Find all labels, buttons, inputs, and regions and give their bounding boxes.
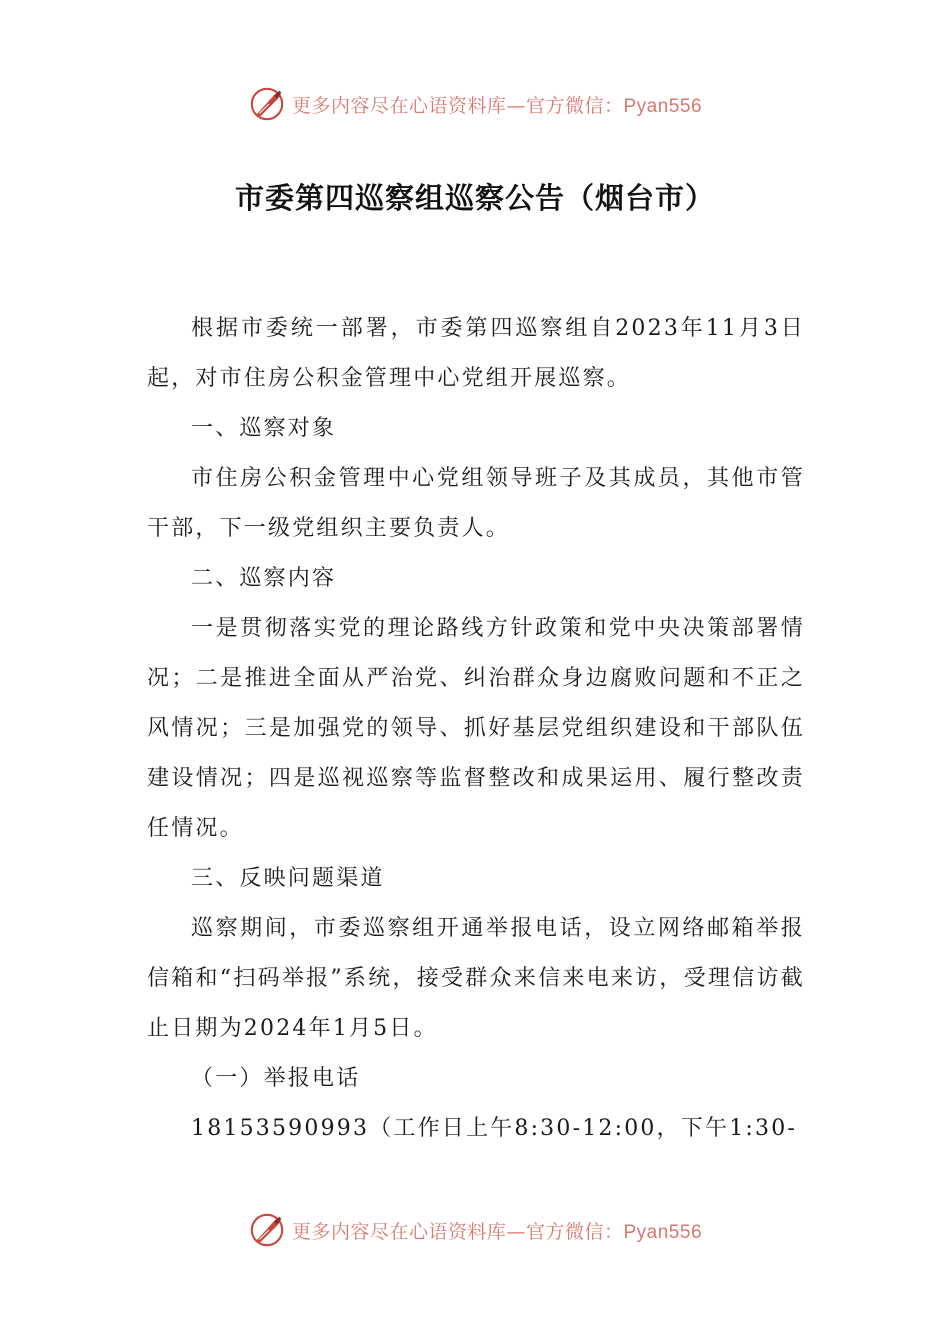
section-heading-2: 二、巡察内容 — [191, 566, 337, 591]
watermark-label: 官方微信： — [525, 94, 624, 117]
watermark-dash: — — [506, 1220, 526, 1243]
paragraph-contents: 一是贯彻落实党的理论路线方针政策和党中央决策部署情况；二是推进全面从严治党、纠治群众身边腐败问题和不正之风情况；三是加强党的领导、抓好基层党组织建设和干部队伍建设情况；四是巡视巡察等监督整改和成果运用、履行整改责任情况。 — [147, 616, 805, 841]
paragraph-channels: 巡察期间，市委巡察组开通举报电话，设立网络邮箱举报信箱和“扫码举报”系统，接受群众来信来电来访，受理信访截止日期为2024年1月5日。 — [147, 916, 805, 1041]
section-heading-1: 一、巡察对象 — [191, 416, 337, 441]
paragraph-targets: 市住房公积金管理中心党组领导班子及其成员，其他市管干部，下一级党组织主要负责人。 — [147, 466, 805, 541]
watermark-id: Pyan556 — [623, 95, 703, 117]
watermark-dash: — — [506, 94, 526, 117]
watermark-site: 更多内容尽在心语资料库 — [291, 1220, 507, 1243]
paragraph-intro: 根据市委统一部署，市委第四巡察组自2023年11月3日起，对市住房公积金管理中心党组开展巡察。 — [147, 316, 805, 391]
watermark-text — [292, 91, 702, 118]
watermark-label: 官方微信： — [525, 1220, 624, 1243]
watermark-id: Pyan556 — [623, 1221, 703, 1243]
pen-nib-logo-icon — [248, 85, 286, 123]
paragraph-phone: 18153590993（工作日上午8:30-12:00，下午1:30- — [191, 1116, 798, 1141]
document-title: 市委第四巡察组巡察公告（烟台市） — [234, 181, 715, 215]
header-watermark — [0, 82, 950, 126]
document-body — [147, 304, 805, 1154]
watermark-site: 更多内容尽在心语资料库 — [291, 94, 507, 117]
subsection-heading-phone: （一）举报电话 — [191, 1066, 361, 1091]
pen-nib-logo-icon — [248, 1211, 286, 1249]
watermark-text — [292, 1217, 702, 1244]
section-heading-3: 三、反映问题渠道 — [191, 866, 385, 891]
footer-watermark — [0, 1208, 950, 1252]
